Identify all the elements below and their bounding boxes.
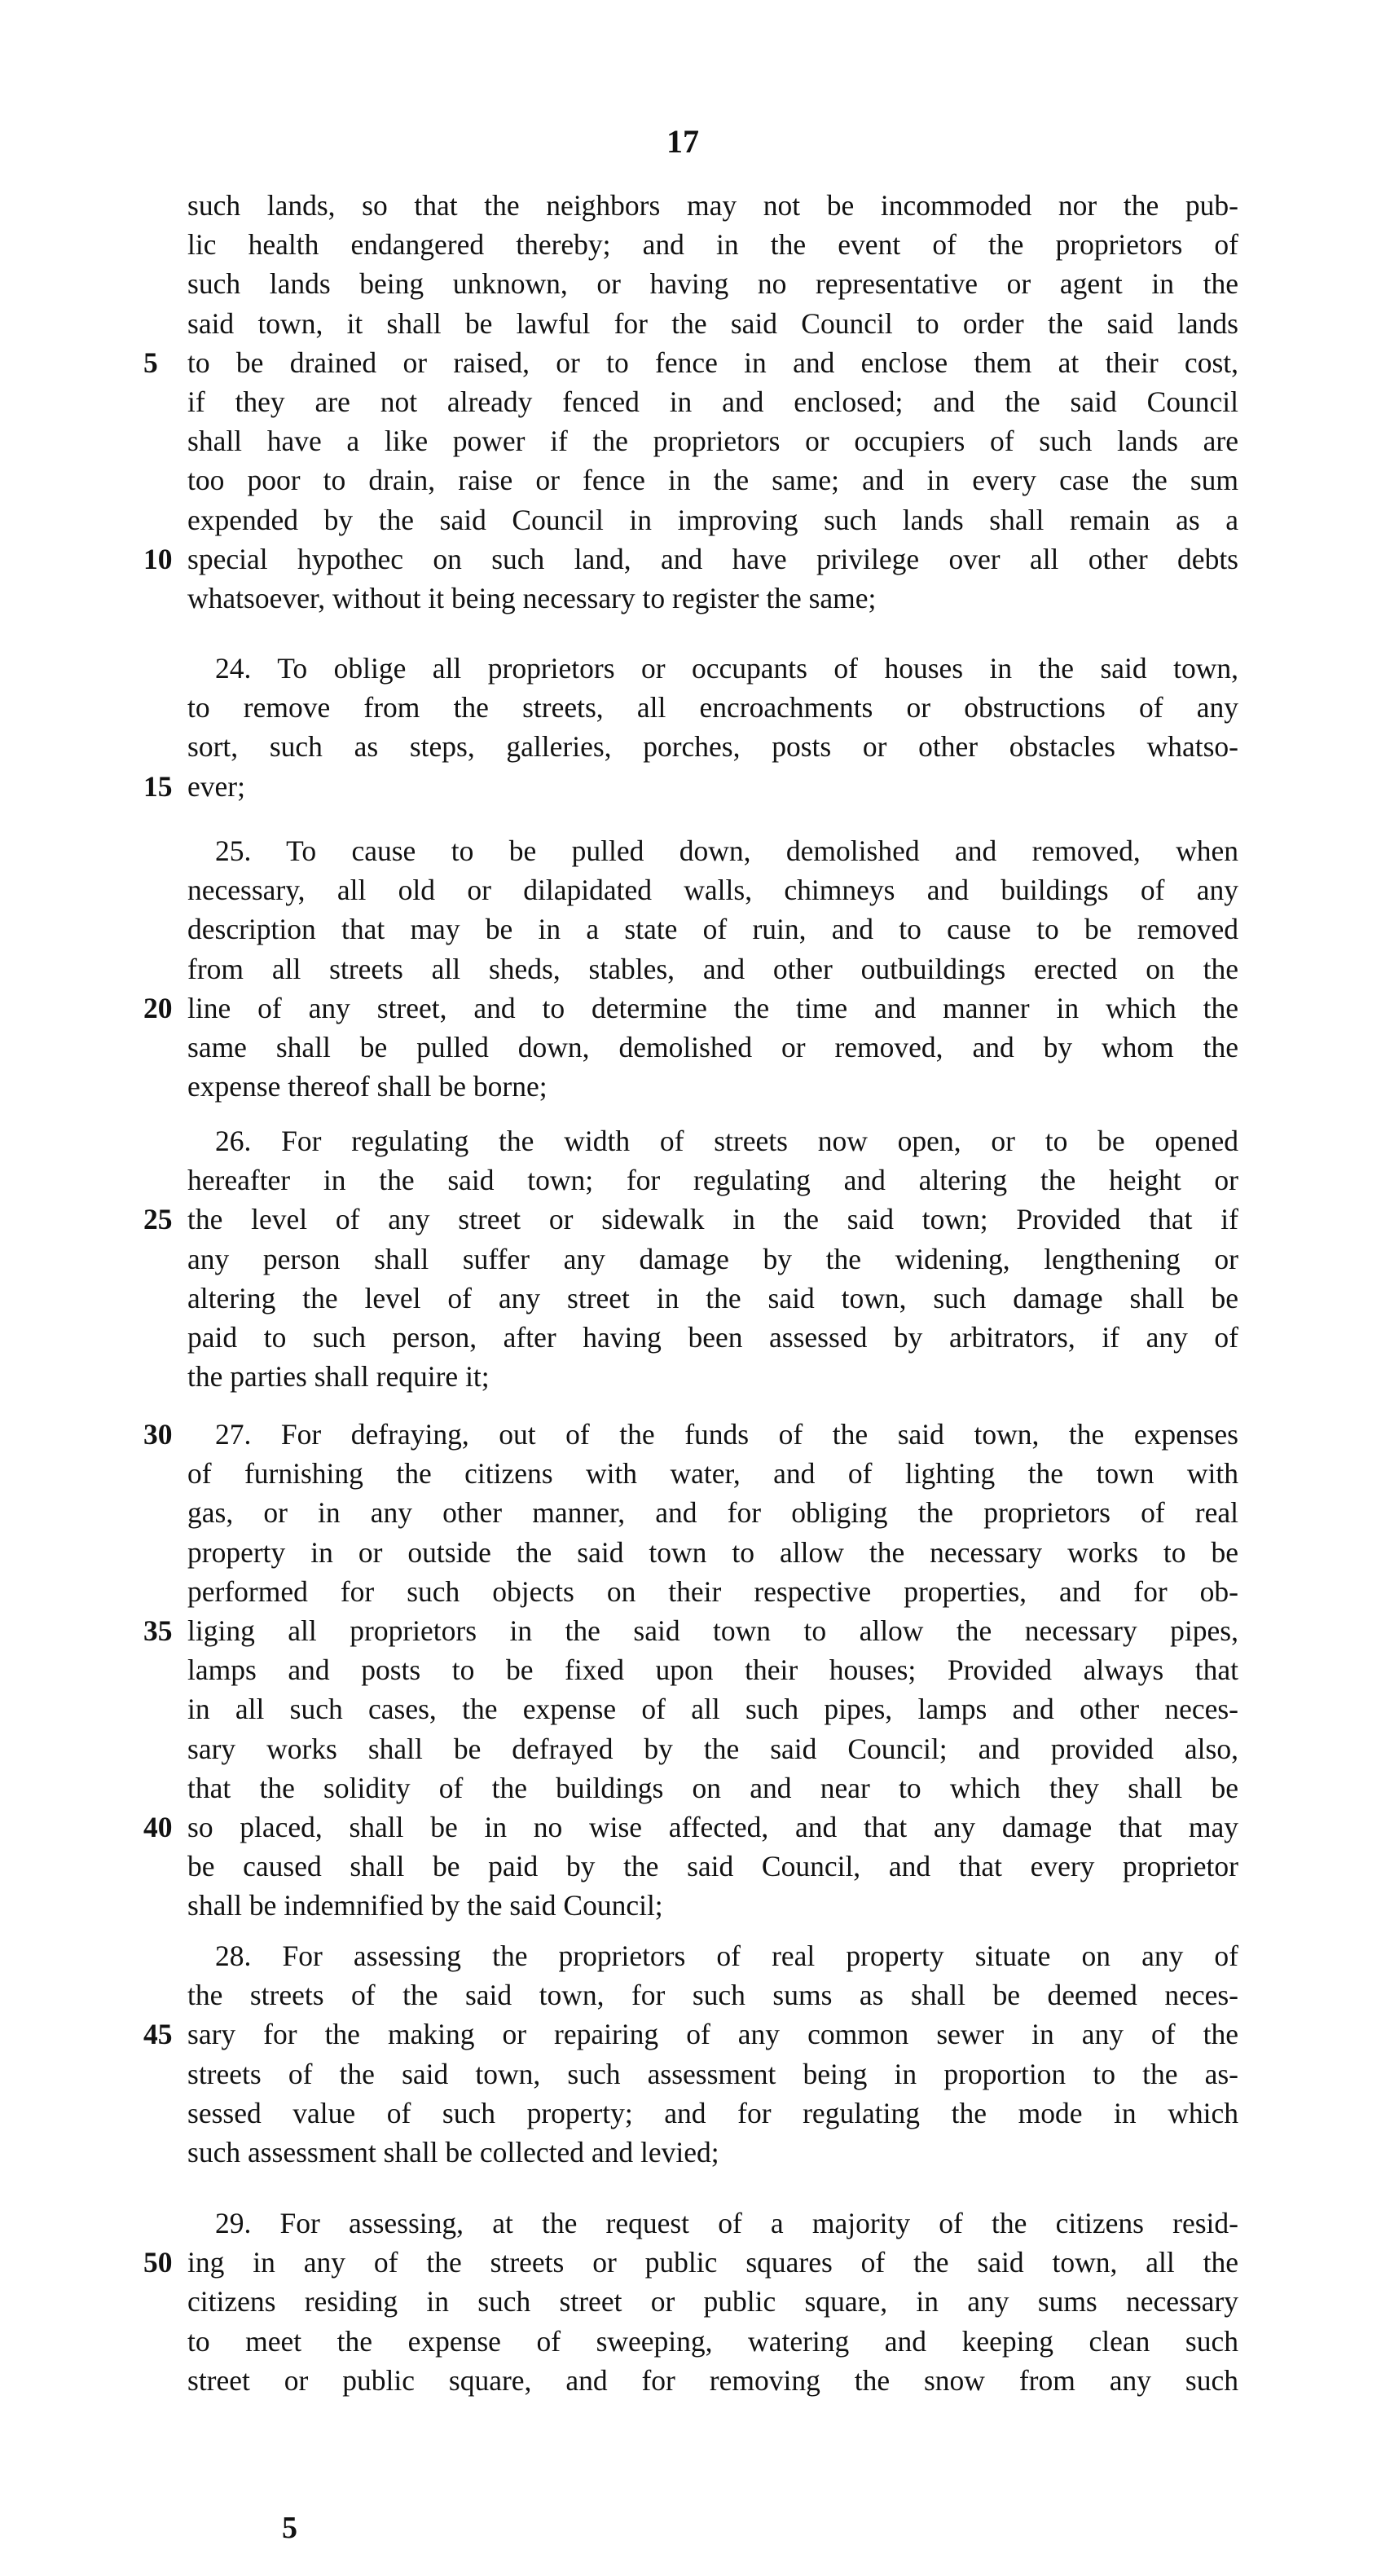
signature-mark: 5 [282,2511,297,2545]
text-line: the parties shall require it; [187,1360,490,1394]
text-line: 25. To cause to be pulled down, demolished and removed, when [215,834,1238,867]
text-line: be caused shall be paid by the said Council, and that every proprietor [187,1850,1238,1883]
text-line: lamps and posts to be fixed upon their houses; Provided always that [187,1653,1238,1687]
text-line: line of any street, and to determine the time and manner in which the [187,991,1238,1024]
line-number: 50 [143,2246,173,2279]
text-line: paid to such person, after having been assessed by arbitrators, if any of [187,1321,1238,1354]
text-line: in all such cases, the expense of all such pipes, lamps and other neces- [187,1693,1238,1726]
text-line: special hypothec on such land, and have privilege over all other debts [187,542,1238,575]
text-line: to remove from the streets, all encroachments or obstructions of any [187,691,1238,724]
text-line: from all streets all sheds, stables, and other outbuildings erected on the [187,952,1238,985]
text-line: necessary, all old or dilapidated walls, chimneys and buildings of any [187,874,1238,907]
line-number: 45 [143,2018,173,2051]
text-line: any person shall suffer any damage by the widening, lengthening or [187,1242,1238,1275]
text-line: performed for such objects on their respective properties, and for ob- [187,1574,1238,1608]
text-line: sort, such as steps, galleries, porches, posts or other obstacles whatso- [187,730,1238,764]
text-line: so placed, shall be in no wise affected, and that any damage that may [187,1811,1238,1843]
text-line: shall be indemnified by the said Council; [187,1889,663,1922]
line-number: 30 [143,1418,173,1451]
line-number: 20 [143,991,173,1024]
text-line: 26. For regulating the width of streets now open, or to be opened [215,1125,1238,1157]
text-line: street or public square, and for removing the snow from any such [187,2363,1238,2397]
text-line: lic health endangered thereby; and in the event of the proprietors of [187,228,1238,262]
line-number: 10 [143,542,173,575]
text-line: to meet the expense of sweeping, watering and keeping clean such [187,2324,1238,2358]
text-line: 27. For defraying, out of the funds of the said town, the expenses [215,1418,1238,1451]
text-line: too poor to drain, raise or fence in the same; and in every case the sum [187,464,1238,497]
text-line: 29. For assessing, at the request of a majority of the citizens resid- [215,2207,1238,2239]
text-line: citizens residing in such street or public square, in any sums necessary [187,2285,1238,2318]
text-line: expense thereof shall be borne; [187,1070,548,1103]
text-line: ing in any of the streets or public squares of the said town, all the [187,2246,1238,2279]
text-line: to be drained or raised, or to fence in and enclose them at their cost, [187,346,1238,379]
text-line: of furnishing the citizens with water, and of lighting the town with [187,1457,1238,1491]
text-line: shall have a like power if the proprietors or occupiers of such lands are [187,425,1238,458]
text-line: altering the level of any street in the said town, such damage shall be [187,1281,1238,1314]
text-line: such lands being unknown, or having no representative or agent in the [187,267,1238,301]
line-number: 40 [143,1811,173,1843]
line-number: 15 [143,769,173,803]
text-line: said town, it shall be lawful for the said Council to order the said lands [187,306,1238,340]
text-line: expended by the said Council in improving such lands shall remain as a [187,503,1238,536]
text-line: hereafter in the said town; for regulating and altering the height or [187,1164,1238,1197]
text-line: ever; [187,769,245,803]
text-line: sessed value of such property; and for regulating the mode in which [187,2096,1238,2129]
text-line: streets of the said town, such assessment being in proportion to the as- [187,2057,1238,2090]
text-line: the streets of the said town, for such sums as shall be deemed neces- [187,1979,1238,2012]
text-line: the level of any street or sidewalk in the said town; Provided that if [187,1203,1238,1236]
text-line: whatsoever, without it being necessary to register the same; [187,582,877,614]
line-number: 25 [143,1203,173,1236]
text-line: same shall be pulled down, demolished or removed, and by whom the [187,1031,1238,1063]
text-line: that the solidity of the buildings on and near to which they shall be [187,1771,1238,1804]
line-number: 5 [143,346,158,379]
text-line: such assessment shall be collected and levied; [187,2136,719,2169]
line-number: 35 [143,1614,173,1647]
text-line: property in or outside the said town to allow the necessary works to be [187,1535,1238,1569]
text-line: description that may be in a state of ruin, and to cause to be removed [187,913,1238,946]
text-line: sary works shall be defrayed by the said Council; and provided also, [187,1732,1238,1765]
text-line: 24. To oblige all proprietors or occupants of houses in the said town, [215,652,1238,685]
text-line: gas, or in any other manner, and for obliging the proprietors of real [187,1496,1238,1530]
page-number: 17 [666,123,699,160]
text-line: sary for the making or repairing of any common sewer in any of the [187,2018,1238,2051]
text-line: liging all proprietors in the said town to allow the necessary pipes, [187,1614,1238,1647]
text-line: if they are not already fenced in and enclosed; and the said Council [187,385,1238,418]
text-line: such lands, so that the neighbors may not be incommoded nor the pub- [187,189,1238,222]
text-line: 28. For assessing the proprietors of real property situate on any of [215,1940,1238,1972]
